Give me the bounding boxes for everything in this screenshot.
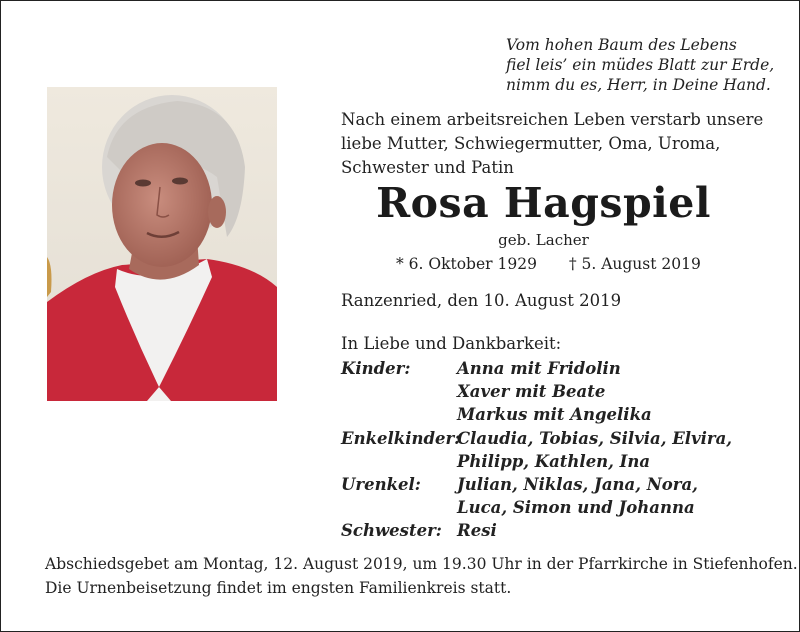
family-names: Claudia, Tobias, Silvia, Elvira,: [457, 428, 733, 448]
family-list: [341, 357, 732, 543]
footer-text: [45, 552, 798, 600]
birth-date: * 6. Oktober 1929: [396, 255, 537, 273]
thanks-line: In Liebe und Dankbarkeit:: [341, 334, 562, 353]
life-dates: [396, 253, 701, 275]
poem-line: nimm du es, Herr, in Deine Hand.: [506, 76, 771, 94]
family-names: Xaver mit Beate: [457, 382, 606, 402]
family-row: [341, 450, 732, 473]
family-row: [341, 496, 732, 519]
family-row: [341, 380, 732, 403]
family-names: Philipp, Kathlen, Ina: [457, 451, 651, 471]
intro-line: liebe Mutter, Schwiegermutter, Oma, Uroma,: [341, 134, 721, 153]
family-row: [341, 427, 732, 450]
deceased-name: Rosa Hagspiel: [376, 179, 711, 227]
intro-line: Schwester und Patin: [341, 158, 514, 177]
family-row: [341, 403, 732, 426]
family-names: Markus mit Angelika: [457, 405, 652, 425]
family-label: Enkelkinder:: [341, 428, 461, 448]
family-names: Julian, Niklas, Jana, Nora,: [457, 475, 698, 495]
family-names: Resi: [457, 521, 497, 541]
intro-text: [341, 108, 764, 180]
family-row: [341, 357, 732, 380]
poem-line: fiel leis’ ein müdes Blatt zur Erde,: [506, 56, 775, 74]
family-names: Luca, Simon und Johanna: [457, 498, 695, 518]
footer-line: Die Urnenbeisetzung findet im engsten Familienkreis statt.: [45, 579, 512, 597]
maiden-name: geb. Lacher: [498, 231, 589, 249]
family-row: [341, 473, 732, 496]
family-label: Kinder:: [341, 359, 411, 378]
place-date: Ranzenried, den 10. August 2019: [341, 291, 622, 310]
family-label: Schwester:: [341, 521, 442, 541]
portrait-illustration: [47, 87, 277, 401]
family-row: [341, 519, 732, 542]
portrait-photo: [47, 87, 277, 401]
footer-line: Abschiedsgebet am Montag, 12. August 2019, um 19.30 Uhr in der Pfarrkirche in Stiefenhofen.: [45, 555, 798, 573]
family-label: Urenkel:: [341, 475, 421, 495]
poem: [506, 35, 774, 95]
poem-line: Vom hohen Baum des Lebens: [506, 36, 737, 54]
death-date: † 5. August 2019: [568, 255, 701, 273]
intro-line: Nach einem arbeitsreichen Leben verstarb unsere: [341, 110, 764, 129]
family-names: Anna mit Fridolin: [457, 359, 621, 378]
